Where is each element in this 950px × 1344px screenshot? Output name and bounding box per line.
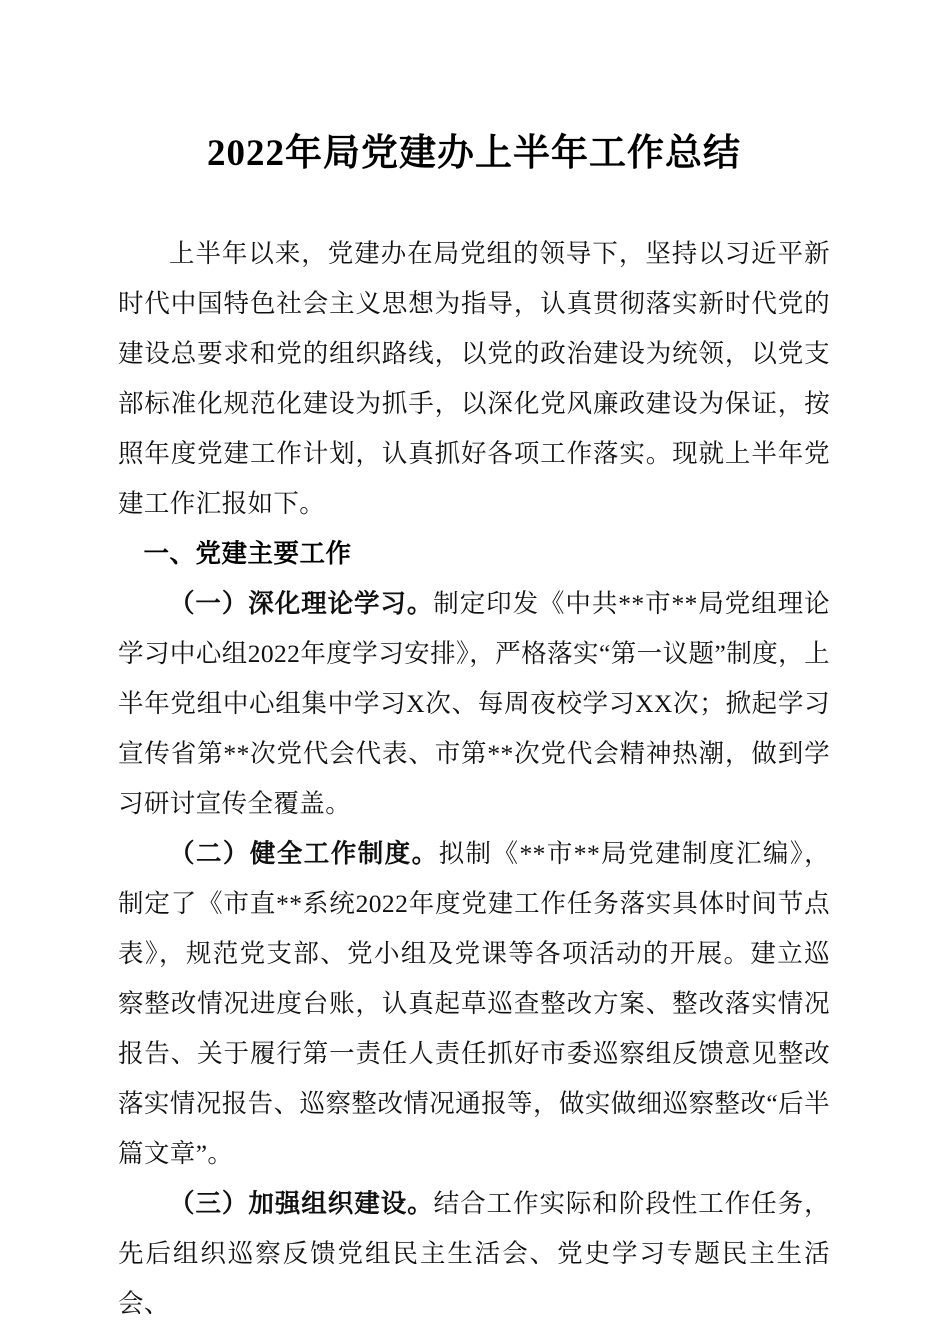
subsection-one-lead: （一）深化理论学习。 xyxy=(169,589,434,619)
subsection-two-lead: （二）健全工作制度。 xyxy=(169,839,439,869)
subsection-two xyxy=(118,829,830,1179)
section-heading-one: 一、党建主要工作 xyxy=(143,540,352,569)
subsection-three xyxy=(118,1179,830,1329)
subsection-one xyxy=(118,579,830,829)
subsection-three-lead: （三）加强组织建设。 xyxy=(169,1189,434,1219)
subsection-two-body: 拟制《**市**局党建制度汇编》，制定了《市直**系统2022年度党建工作任务落实具体时间节点表》，规范党支部、党小组及党课等各项活动的开展。建立巡察整改情况进度台账，认真起草巡查整改方案、整改落实情况报告、关于履行第一责任人责任抓好市委巡察组反馈意见整改落实情况报告、巡察整改情况通报等，做实做细巡察整改“后半篇文章”。 xyxy=(118,839,830,1169)
subsection-one-body: 制定印发《中共**市**局党组理论学习中心组2022年度学习安排》，严格落实“第一议题”制度，上半年党组中心组集中学习X次、每周夜校学习XX次；掀起学习宣传省第**次党代会代表、市第**次党代会精神热潮，做到学习研讨宣传全覆盖。 xyxy=(118,589,830,819)
intro-paragraph: 上半年以来，党建办在局党组的领导下，坚持以习近平新时代中国特色社会主义思想为指导，认真贯彻落实新时代党的建设总要求和党的组织路线，以党的政治建设为统领，以党支部标准化规范化建设为抓手，以深化党风廉政建设为保证，按照年度党建工作计划，认真抓好各项工作落实。现就上半年党建工作汇报如下。 xyxy=(118,239,830,519)
subsection-three-body: 结合工作实际和阶段性工作任务，先后组织巡察反馈党组民主生活会、党史学习专题民主生活会、 xyxy=(118,1189,830,1319)
page-title-text: 2022年局党建办上半年工作总结 xyxy=(207,133,741,174)
page-title xyxy=(118,0,830,177)
page-bottom-whitespace xyxy=(118,1329,830,1344)
document-content xyxy=(118,0,830,1344)
